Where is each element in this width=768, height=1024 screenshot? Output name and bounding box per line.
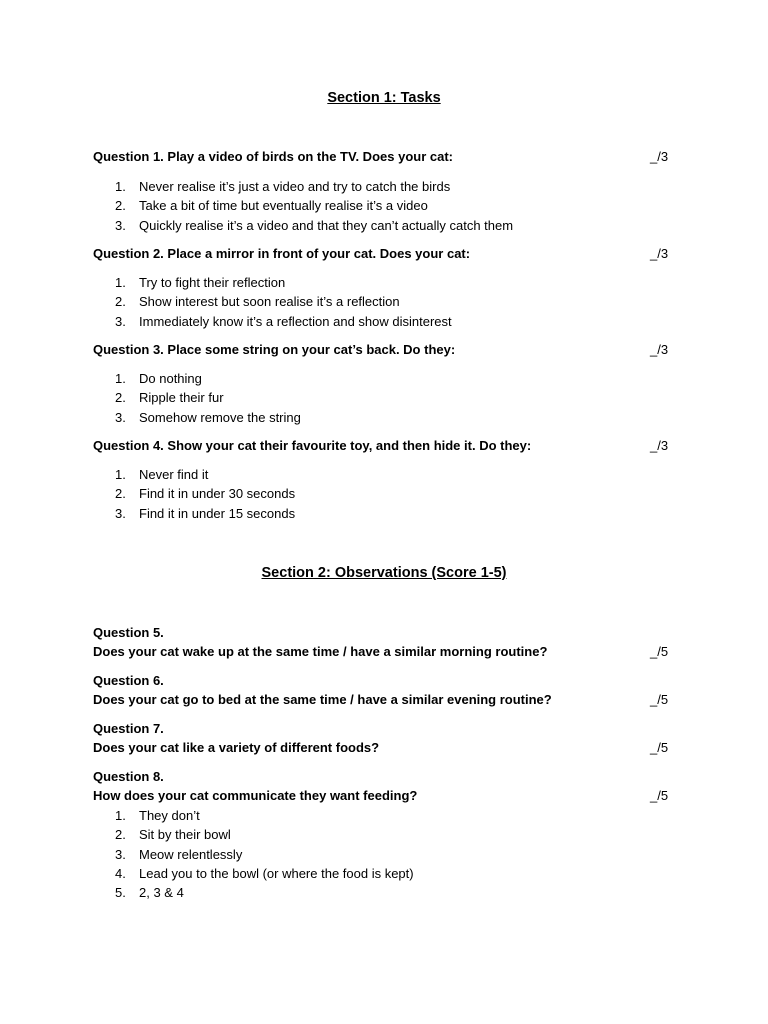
list-item: 1. Do nothing <box>115 371 202 386</box>
section-2-title: Section 2: Observations (Score 1-5) <box>261 565 507 581</box>
list-item: 2. Show interest but soon realise it’s a reflection <box>115 294 400 310</box>
question-6-score: _/5 <box>650 692 669 707</box>
question-8-text: How does your cat communicate they want feeding? <box>93 788 418 803</box>
question-5-label: Question 5. <box>93 625 164 640</box>
question-4-options <box>93 465 295 523</box>
list-item: 5. 2, 3 & 4 <box>115 885 184 901</box>
question-3-score: _/3 <box>650 342 669 357</box>
list-item: 2. Ripple their fur <box>115 390 224 406</box>
list-item: 1. Never realise it’s just a video and try to catch the birds <box>115 179 451 194</box>
question-8-label: Question 8. <box>93 769 164 784</box>
question-4-score: _/3 <box>650 438 669 453</box>
question-2-score: _/3 <box>650 246 669 261</box>
question-4-text: Question 4. Show your cat their favourite toy, and then hide it. Do they: <box>93 438 532 453</box>
list-item: 1. Never find it <box>115 467 209 482</box>
list-item: 2. Find it in under 30 seconds <box>115 486 296 502</box>
list-item: 3. Find it in under 15 seconds <box>115 505 296 521</box>
list-item: 1. Try to fight their reflection <box>115 275 286 290</box>
list-item: 3. Quickly realise it’s a video and that they can’t actually catch them <box>115 217 514 233</box>
question-5-score: _/5 <box>650 644 669 659</box>
question-1-text: Question 1. Play a video of birds on the TV. Does your cat: <box>93 149 453 164</box>
list-item: 1. They don’t <box>115 808 200 823</box>
list-item: 2. Take a bit of time but eventually realise it’s a video <box>115 198 428 214</box>
list-item: 3. Somehow remove the string <box>115 409 301 425</box>
question-2-text: Question 2. Place a mirror in front of your cat. Does your cat: <box>93 246 471 261</box>
question-2-options <box>93 273 452 331</box>
question-8-score: _/5 <box>650 788 669 803</box>
list-item: 3. Meow relentlessly <box>115 846 243 862</box>
question-7-text: Does your cat like a variety of different foods? <box>93 740 380 755</box>
question-7-label: Question 7. <box>93 721 164 736</box>
question-5-text: Does your cat wake up at the same time / have a similar morning routine? <box>93 644 548 659</box>
list-item: 4. Lead you to the bowl (or where the food is kept) <box>115 865 414 881</box>
question-8-options <box>93 806 414 902</box>
question-1-options <box>93 177 513 235</box>
question-6-text: Does your cat go to bed at the same time / have a similar evening routine? <box>93 692 552 707</box>
list-item: 3. Immediately know it’s a reflection and show disinterest <box>115 313 452 329</box>
question-1-score: _/3 <box>650 149 669 164</box>
question-6-label: Question 6. <box>93 673 164 688</box>
question-7-score: _/5 <box>650 740 669 755</box>
question-3-text: Question 3. Place some string on your cat’s back. Do they: <box>93 342 456 357</box>
section-1-title: Section 1: Tasks <box>327 90 441 106</box>
question-3-options <box>93 369 301 427</box>
list-item: 2. Sit by their bowl <box>115 827 231 843</box>
